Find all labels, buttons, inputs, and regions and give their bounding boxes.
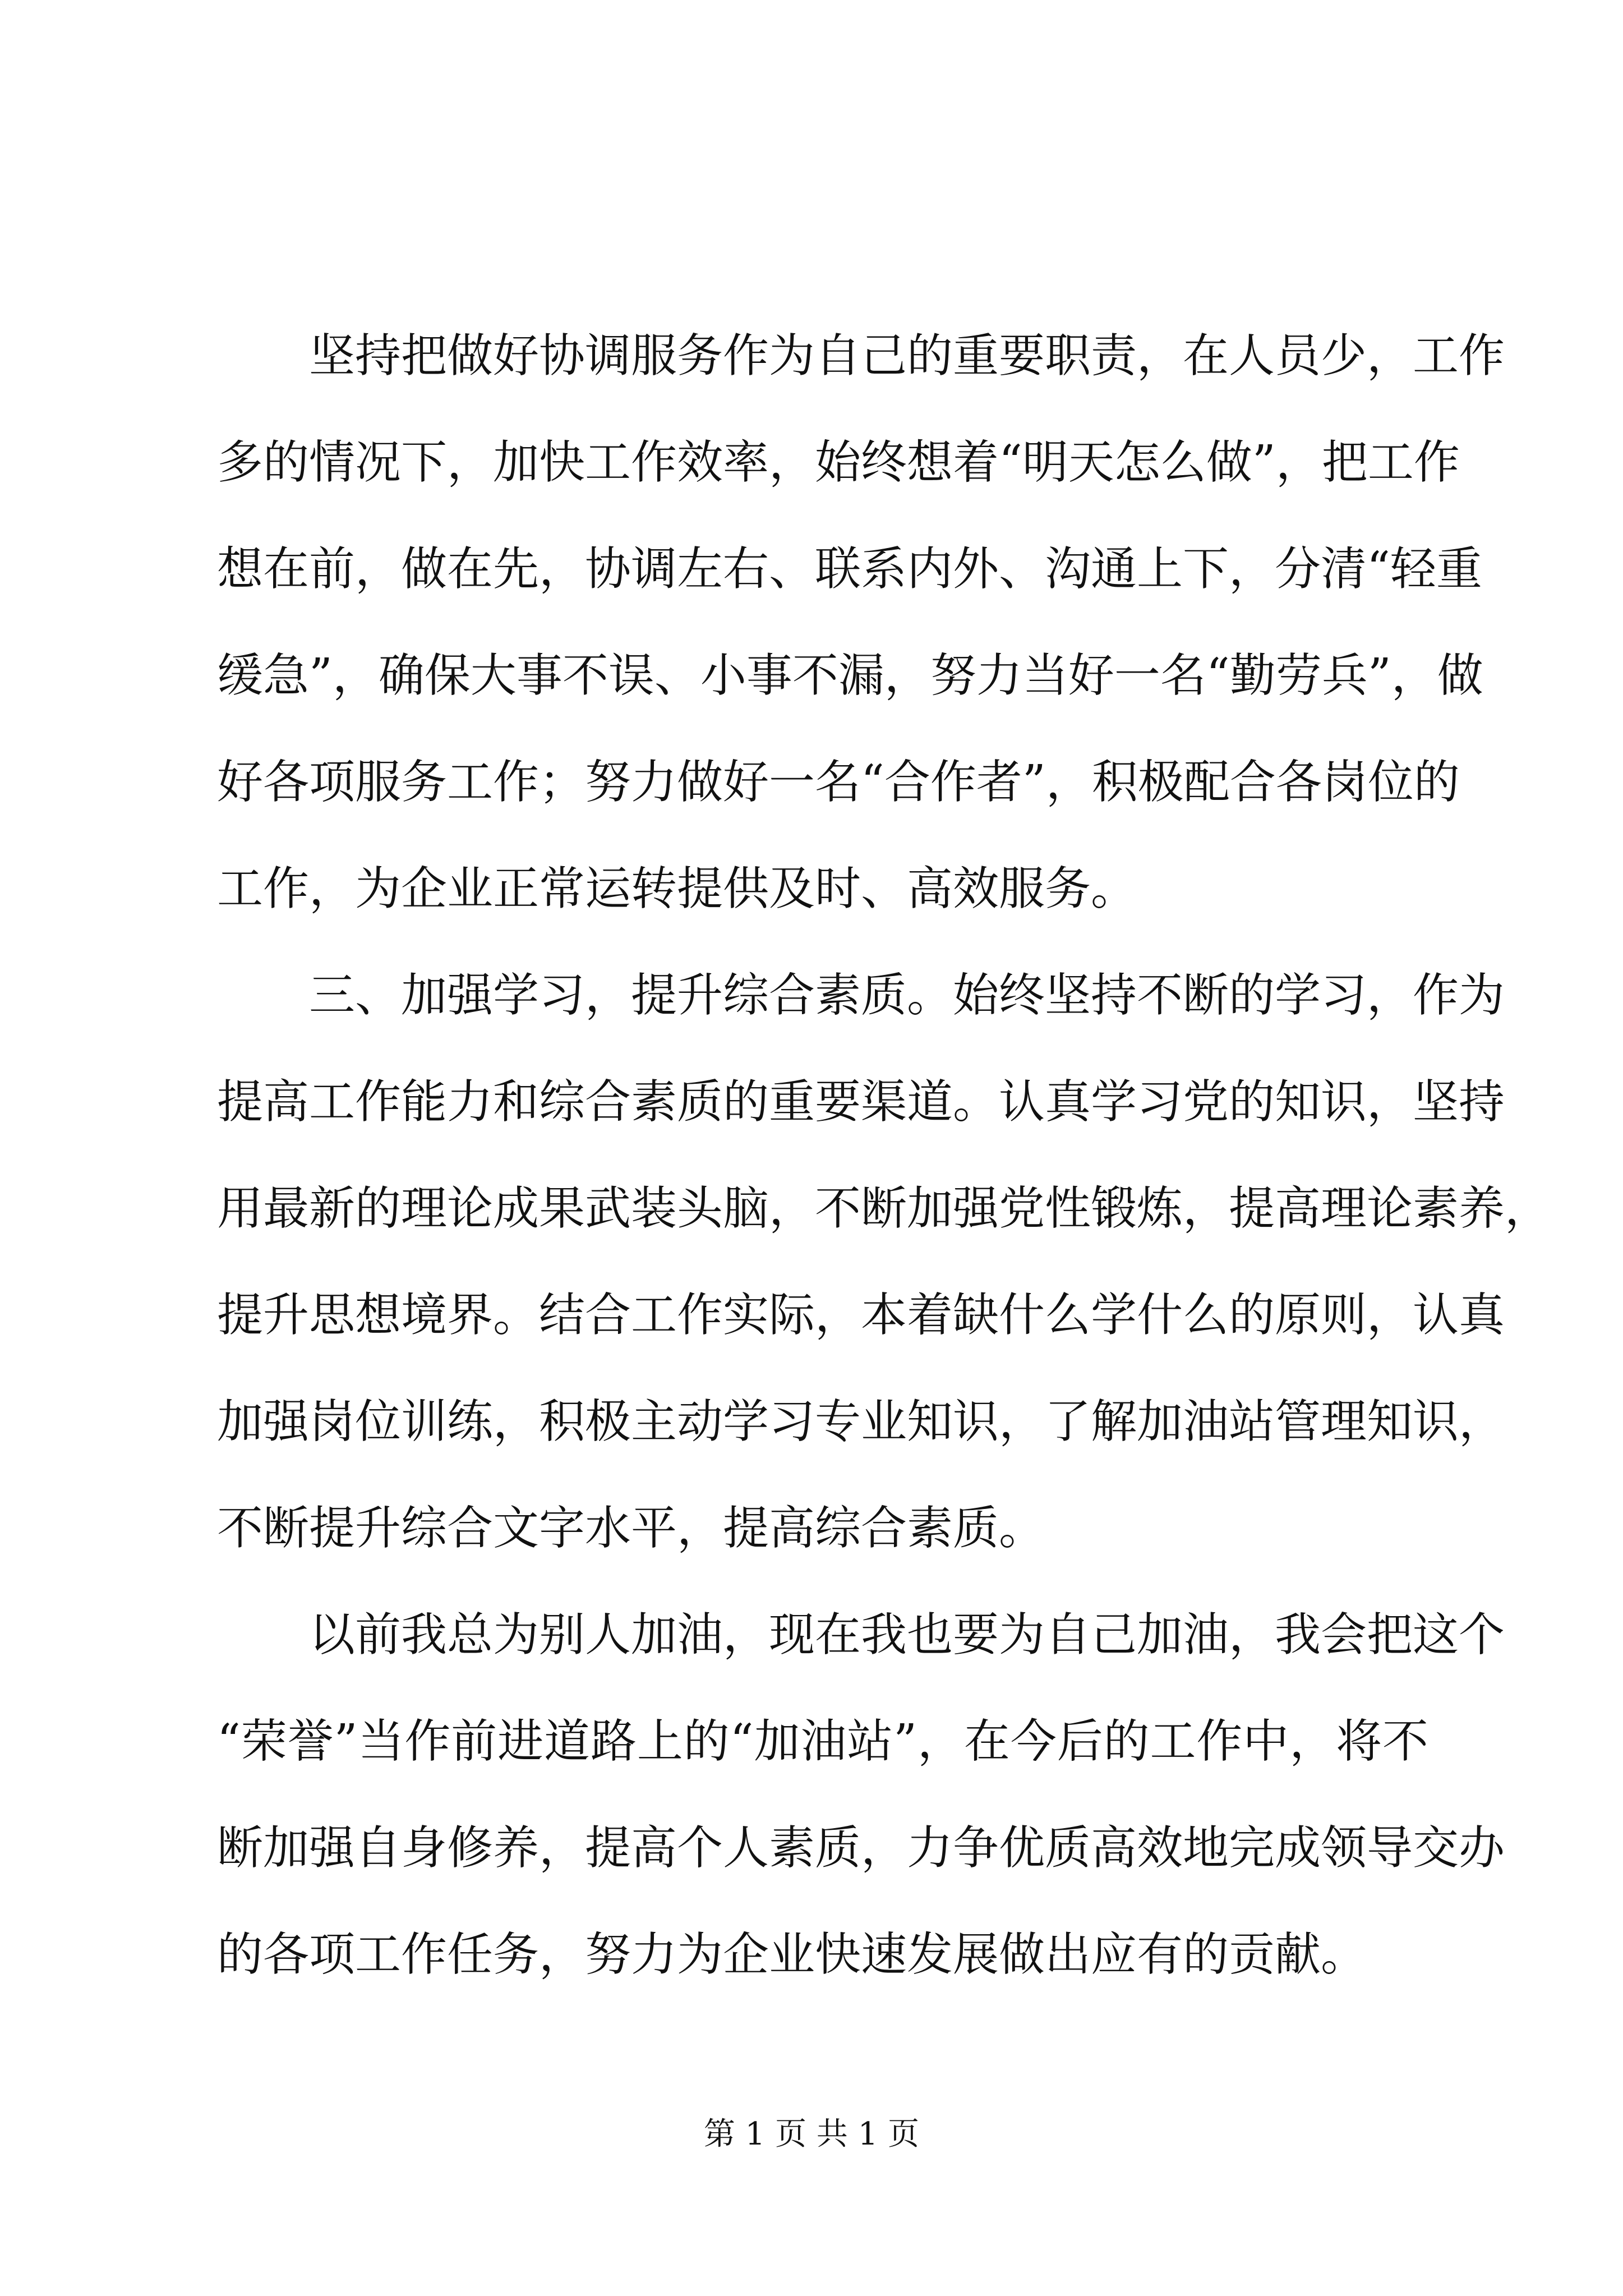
- paragraph-line: 多的情况下，加快工作效率，始终想着“明天怎么做”，把工作: [217, 436, 1460, 489]
- paragraph-line: 断加强自身修养，提高个人素质，力争优质高效地完成领导交办: [217, 1821, 1505, 1875]
- paragraph-line: 不断提升综合文字水平，提高综合素质。: [217, 1502, 1045, 1555]
- paragraph-line: 三、加强学习，提升综合素质。始终坚持不断的学习，作为: [309, 969, 1505, 1022]
- document-body: [217, 303, 1551, 2008]
- paragraph-line: 提高工作能力和综合素质的重要渠道。认真学习党的知识，坚持: [217, 1075, 1505, 1129]
- paragraph-line: 加强岗位训练，积极主动学习专业知识，了解加油站管理知识，: [217, 1395, 1505, 1448]
- paragraph-line: 提升思想境界。结合工作实际，本着缺什么学什么的原则，认真: [217, 1289, 1505, 1342]
- paragraph-line: 的各项工作任务，努力为企业快速发展做出应有的贡献。: [217, 1928, 1367, 1981]
- paragraph-line: 坚持把做好协调服务作为自己的重要职责，在人员少，工作: [309, 329, 1505, 383]
- paragraph-line: “荣誉”当作前进道路上的“加油站”，在今后的工作中，将不: [217, 1715, 1428, 1768]
- paragraph-line: 工作，为企业正常运转提供及时、高效服务。: [217, 862, 1137, 915]
- paragraph-line: 以前我总为别人加油，现在我也要为自己加油，我会把这个: [309, 1608, 1505, 1662]
- paragraph-line: 用最新的理论成果武装头脑，不断加强党性锻炼，提高理论素养，: [217, 1182, 1551, 1235]
- paragraph-line: 好各项服务工作；努力做好一名“合作者”，积极配合各岗位的: [217, 756, 1460, 809]
- page-footer: 第 1 页 共 1 页: [703, 2116, 920, 2152]
- paragraph-line: 想在前，做在先，协调左右、联系内外、沟通上下，分清“轻重: [217, 542, 1482, 596]
- paragraph-line: 缓急”，确保大事不误、小事不漏，努力当好一名“勤劳兵”，做: [217, 649, 1483, 702]
